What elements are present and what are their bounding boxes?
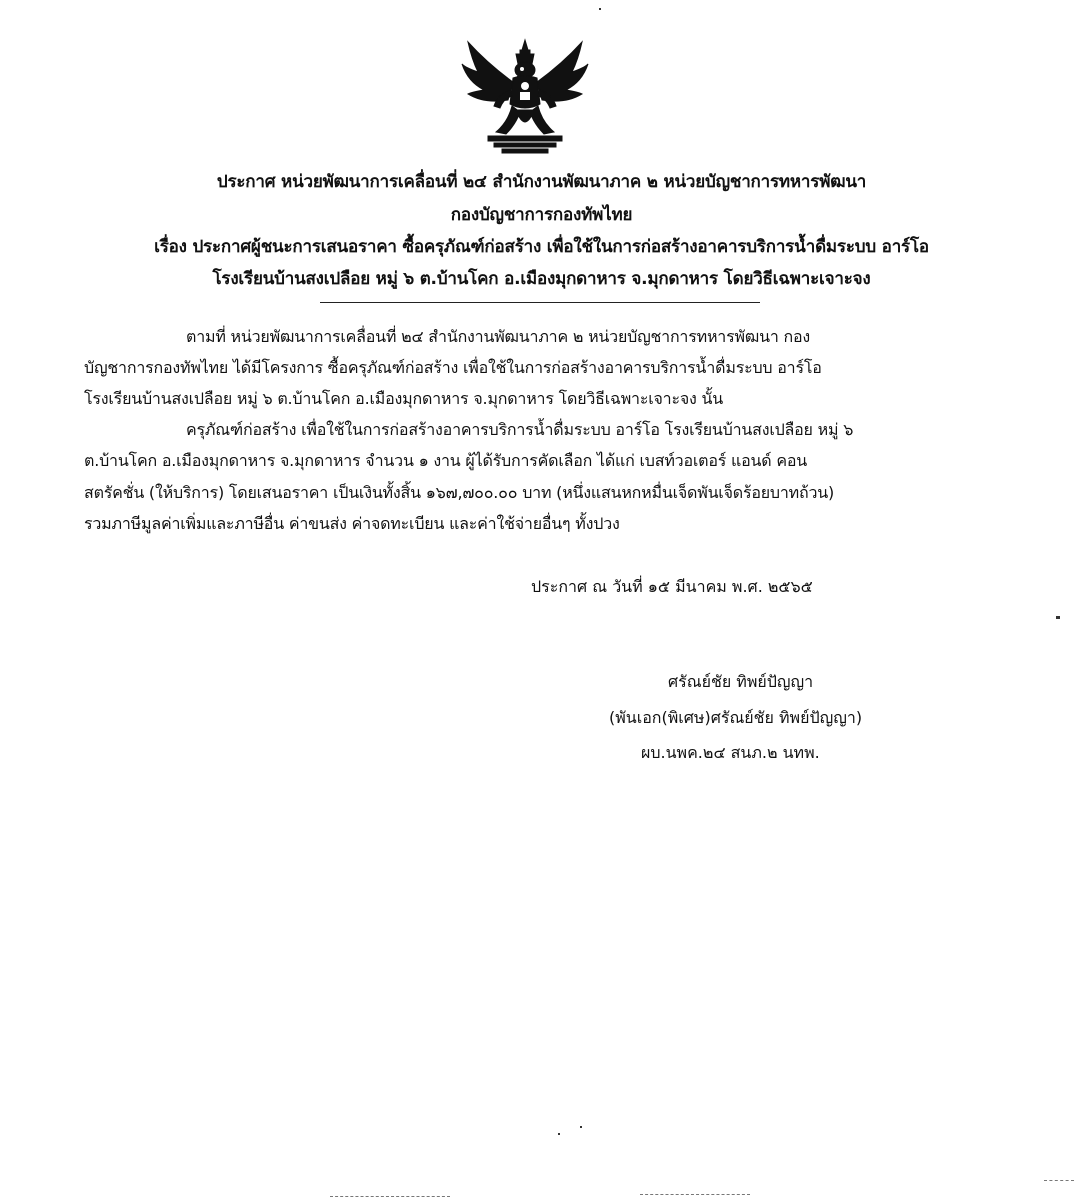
heading-subject-line-2: โรงเรียนบ้านสงเปลือย หมู่ ๖ ต.บ้านโคก อ.เมืองมุกดาหาร จ.มุกดาหาร โดยวิธีเฉพาะเจาะจง xyxy=(212,269,871,289)
body-line-4: ครุภัณฑ์ก่อสร้าง เพื่อใช้ในการก่อสร้างอาคารบริการน้ำดื่มระบบ อาร์โอ โรงเรียนบ้านสงเปลือย หมู่ ๖ xyxy=(186,420,854,439)
body-line-7: รวมภาษีมูลค่าเพิ่มและภาษีอื่น ค่าขนส่ง ค่าจดทะเบียน และค่าใช้จ่ายอื่นๆ ทั้งปวง xyxy=(84,514,620,533)
signature-position: ผบ.นพค.๒๔ สนภ.๒ นทพ. xyxy=(641,743,820,762)
body-line-2: บัญชาการกองทัพไทย ได้มีโครงการ ซื้อครุภัณฑ์ก่อสร้าง เพื่อใช้ในการก่อสร้างอาคารบริการน้ำดื่มระบบ อาร์โอ xyxy=(84,358,822,377)
heading-line-2: กองบัญชาการกองทัพไทย xyxy=(450,205,633,225)
body-line-1: ตามที่ หน่วยพัฒนาการเคลื่อนที่ ๒๔ สำนักงานพัฒนาภาค ๒ หน่วยบัญชาการทหารพัฒนา กอง xyxy=(186,327,811,346)
heading-subject-line-1: เรื่อง ประกาศผู้ชนะการเสนอราคา ซื้อครุภัณฑ์ก่อสร้าง เพื่อใช้ในการก่อสร้างอาคารบริการน้ำดื่มระบบ อาร์โอ xyxy=(154,237,929,257)
heading-divider xyxy=(320,302,760,303)
scan-edge-mark xyxy=(330,1196,450,1197)
garuda-emblem xyxy=(458,34,592,158)
signature-full-name: (พันเอก(พิเศษ)ศรัณย์ชัย ทิพย์ปัญญา) xyxy=(609,708,863,727)
scan-edge-mark xyxy=(640,1194,750,1195)
scan-speck xyxy=(599,8,601,10)
body-line-6: สตรัคชั่น (ให้บริการ) โดยเสนอราคา เป็นเงินทั้งสิ้น ๑๖๗,๗๐๐.๐๐ บาท (หนึ่งแสนหกหมื่นเจ็ดพันเจ็ดร้อยบาทถ้วน) xyxy=(84,483,835,502)
scan-speck xyxy=(580,1126,582,1128)
body-line-3: โรงเรียนบ้านสงเปลือย หมู่ ๖ ต.บ้านโคก อ.เมืองมุกดาหาร จ.มุกดาหาร โดยวิธีเฉพาะเจาะจง นั้น xyxy=(84,389,723,408)
scan-edge-mark xyxy=(1044,1180,1074,1181)
signature-name: ศรัณย์ชัย ทิพย์ปัญญา xyxy=(668,672,814,691)
announcement-date: ประกาศ ณ วันที่ ๑๕ มีนาคม พ.ศ. ๒๕๖๕ xyxy=(531,577,813,596)
scan-speck xyxy=(1056,616,1060,619)
heading-line-1: ประกาศ หน่วยพัฒนาการเคลื่อนที่ ๒๔ สำนักงานพัฒนาภาค ๒ หน่วยบัญชาการทหารพัฒนา xyxy=(216,172,867,192)
scan-speck xyxy=(558,1133,560,1135)
body-line-5: ต.บ้านโคก อ.เมืองมุกดาหาร จ.มุกดาหาร จำนวน ๑ งาน ผู้ได้รับการคัดเลือก ได้แก่ เบสท์วอเตอร์ แอนด์ คอน xyxy=(84,451,807,470)
